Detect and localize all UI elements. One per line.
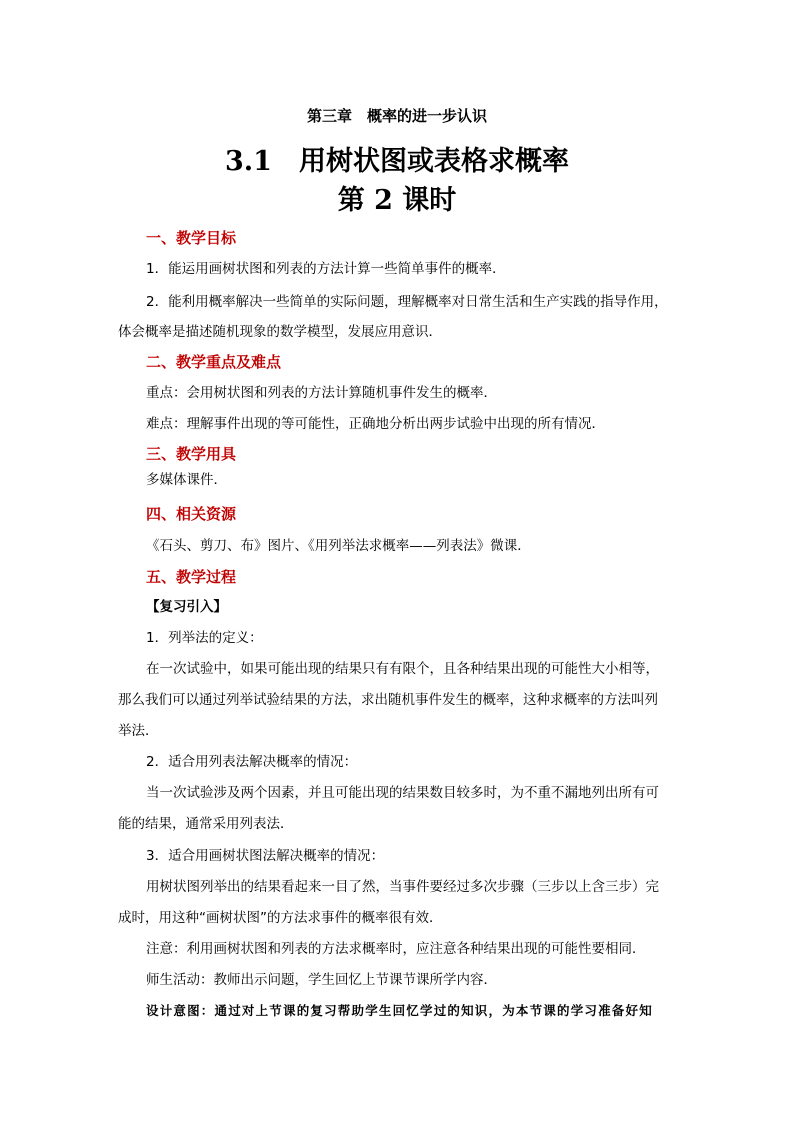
goal-item-2-line-2: 体会概率是描述随机现象的数学模型，发展应用意识． [118,324,442,340]
review-question-1: 1．列举法的定义： [146,630,263,646]
difficulty-text: 难点：理解事件出现的等可能性，正确地分析出两步试验中出现的所有情况． [146,416,605,432]
section-heading-resources: 四、相关资源 [146,505,237,523]
review-answer-3-line-1: 用树状图列举出的结果看起来一目了然，当事件要经过多次步骤（三步以上含三步）完 [146,879,659,895]
review-answer-1-line-1: 在一次试验中，如果可能出现的结果只有有限个，且各种结果出现的可能性大小相等， [146,661,659,677]
chapter-heading: 第三章 概率的进一步认识 [306,107,487,125]
review-answer-1-line-3: 举法． [118,723,159,739]
review-answer-3-line-2: 成时，用这种“画树状图”的方法求事件的概率很有效． [118,910,443,926]
section-heading-key-points: 二、教学重点及难点 [146,353,282,371]
lesson-title: 3.1 用树状图或表格求概率 [225,146,569,177]
goal-item-1: 1．能运用画树状图和列表的方法计算一些简单事件的概率． [146,261,506,277]
section-heading-process: 五、教学过程 [146,568,237,586]
review-question-3: 3．适合用画树状图法解决概率的情况： [146,848,385,864]
review-answer-2-line-1: 当一次试验涉及两个因素，并且可能出现的结果数目较多时，为不重不漏地列出所有可 [146,785,659,801]
tools-text: 多媒体课件． [146,472,227,488]
goal-item-2-line-1: 2．能利用概率解决一些简单的实际问题，理解概率对日常生活和生产实践的指导作用， [146,294,668,310]
activity-text: 师生活动：教师出示问题，学生回忆上节课节课所学内容． [146,972,497,988]
lesson-subtitle: 第 2 课时 [337,185,457,216]
review-intro-label: 【复习引入】 [146,599,227,615]
note-text: 注意：利用画树状图和列表的方法求概率时，应注意各种结果出现的可能性要相同． [146,941,646,957]
review-answer-1-line-2: 那么我们可以通过列举试验结果的方法，求出随机事件发生的概率，这种求概率的方法叫列 [118,692,658,708]
resources-text: 《石头、剪刀、布》图片、《用列举法求概率——列表法》微课． [146,538,531,554]
design-intent-text: 设计意图：通过对上节课的复习帮助学生回忆学过的知识，为本节课的学习准备好知 [146,1003,653,1018]
review-answer-2-line-2: 能的结果，通常采用列表法． [118,816,294,832]
key-point-text: 重点：会用树状图和列表的方法计算随机事件发生的概率． [146,385,497,401]
review-question-2: 2．适合用列表法解决概率的情况： [146,754,358,770]
section-heading-goals: 一、教学目标 [146,229,237,247]
section-heading-tools: 三、教学用具 [146,445,237,463]
